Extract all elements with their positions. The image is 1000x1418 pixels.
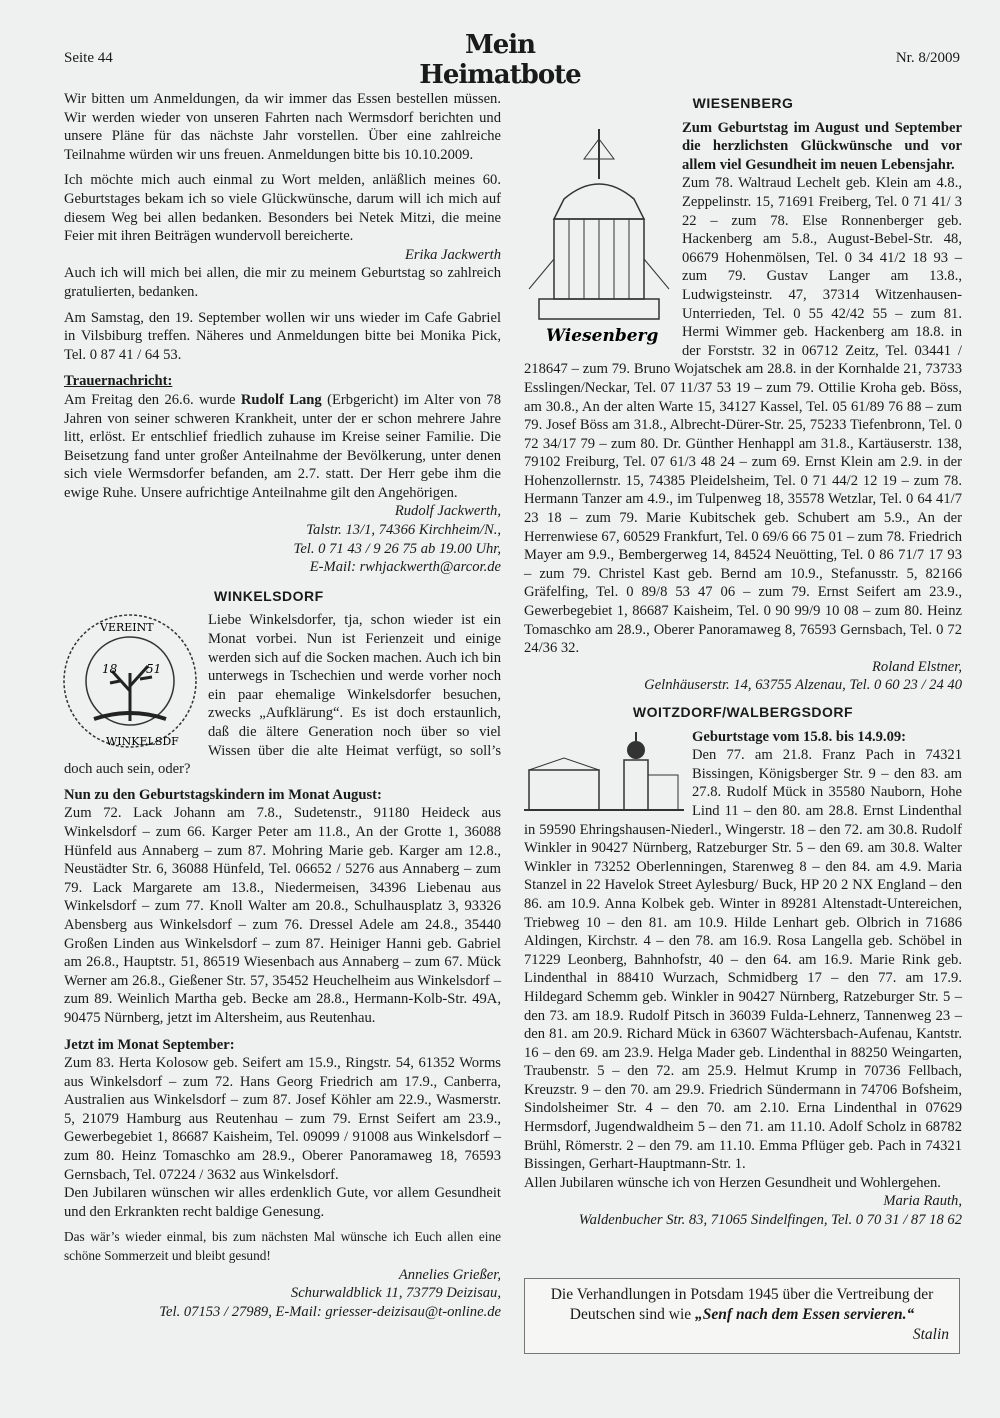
quote-text: Die Verhandlungen in Potsdam 1945 über die Vertreibung der Deutschen sind wie (550, 1286, 934, 1323)
paragraph-woitzdorf-wish: Allen Jubilaren wünsche ich von Herzen Gesundheit und Wohlergehen. (524, 1174, 941, 1191)
heading-september: Jetzt im Monat September: (64, 1036, 235, 1053)
right-column (524, 90, 962, 1230)
section-title-wiesenberg: WIESENBERG (692, 95, 794, 111)
woitzdorf-church-image (524, 730, 684, 815)
obituary-text-b: (Erbgericht) im Alter von 78 Jahren von seiner schweren Krankheit, unter der er schon mehrere Jahre litt, erlöst. Er entschlief friedlich zuhause im Kreise seiner Familie. Die Beisetzung fand unter großer Anteilnahme der Bevölkerung, unter denen sich viele Wermsdorfer befanden, am 2.7. statt. Der Herr gebe ihm die ewige Ruhe. Unsere aufrichtige Anteilnahme gilt den Angehörigen. (64, 391, 502, 501)
paragraph-meeting: Am Samstag, den 19. September wollen wir uns wieder im Cafe Gabriel in Vilsbiburg treffen. Näheres und Anmeldungen bitte bei Monika Pick, Tel. 0 87 41 / 64 53. (64, 309, 501, 363)
signature-annelies-contact: Tel. 07153 / 27989, E-Mail: griesser-deizisau@t-online.de (159, 1303, 501, 1320)
signature-maria-address: Waldenbucher Str. 83, 71065 Sindelfingen, Tel. 0 70 31 / 87 18 62 (578, 1212, 962, 1229)
paragraph-registration: Wir bitten um Anmeldungen, da wir immer das Essen bestellen müssen. Wir werden wieder von unseren Fahrten nach Wermsdorf berichten und unsere Pläne für das nächste Jahr vorstellen. Über eine zahlreiche Teilnahme würden wir uns freuen. Anmeldungen bitte bis 10.10.2009. (64, 91, 501, 163)
issue-number: Nr. 8/2009 (895, 50, 960, 66)
wiesenberg-fountain-image (524, 119, 674, 349)
paragraph-wiesenberg-birthdays: Zum 78. Waltraud Lechelt geb. Klein am 4.8., Zeppelinstr. 15, 71691 Freiberg, Tel. 0 71 41/ 3 22 – zum 78. Else Ronnenberger geb. Hackenberg am 5.8., August-Bebel-Str. 48, 06679 Hohenmölsen, Tel. 0 34 41/2 18 93 – zum 79. Gustav Langer am 13.8., Ludwigsteinstr. 47, 37314 Witzenhausen-Unterrieden, Tel. 0 55 42/42 55 – zum 81. Hermi Wimmer geb. Hackenberg am 18.8. in der Forststr. 32 in 06712 Zeitz, Tel. 03441 / 218647 – zum 79. Bruno Wojatschek am 28.8. in der Kornhalde 21, 73733 Esslingen/Neckar, Tel. 07 11/37 53 19 – zum 79. Ottilie Kroha geb. Böss, am 30.8., An der alten Warte 15, 34127 Kassel, Tel. 05 61/89 76 88 – zum 79. Josef Böss am 31.8., Albrecht-Dürer-Str. 25, 75233 Tiefenbronn, Tel. 0 72 34/17 79 – zum 80. Dr. Günther Henhappl am 31.8., Kartäuserstr. 138, 79102 Freiburg, Tel. 07 61/3 48 24 – zum 69. Ernst Klein am 2.9. in der Hohenzollernstr. 15, 74385 Pleidelsheim, Tel. 0 71 44/2 12 19 – zum 78. Hermann Tanzer am 4.9., im Tulpenweg 18, 35578 Wetzlar, Tel. 0 64 41/7 23 18 – zum 79. Marie Kubitschek geb. Schubert am 5.9., An der Herrenwiese 67, 60529 Frankfurt, Tel. 0 69/6 66 75 01 – zum 78. Friedrich Mayer am 9.9., Bembergerweg 14, 84524 Neuötting, Tel. 0 86 71/7 17 93 – zum 79. Christel Kast geb. Bernd am 10.9., Stefanusstr. 5, 82166 Gräfelfing, Tel. 0 89/8 53 47 06 – zum 79. Ernst Seifert am 23.9., Gewerbegebiet 1, 86687 Kaisheim, Tel. 0 90 99/9 10 08 – zum 80. Heinz Tomaschko am 28.9., Oberer Panoramaweg 8, 76593 Gernsbach, Tel. 0 72 24/36 32. (524, 175, 962, 657)
heading-august: Nun zu den Geburtstagskindern im Monat August: (64, 786, 382, 803)
svg-text:51: 51 (146, 662, 162, 677)
masthead-logo: Mein Heimatbote (419, 30, 581, 90)
page-number: Seite 44 (64, 50, 113, 66)
signature-rudolf-phone: Tel. 0 71 43 / 9 26 75 ab 19.00 Uhr, (293, 540, 501, 557)
section-title-woitzdorf: WOITZDORF/WALBERGSDORF (632, 704, 854, 720)
left-column (64, 90, 501, 1321)
paragraph-jubilare-wish: Den Jubilaren wünschen wir alles erdenklich Gute, vor allem Gesundheit und den Erkrankten recht baldige Genesung. (64, 1185, 501, 1220)
svg-text:18: 18 (102, 662, 118, 677)
signature-roland-name: Roland Elstner, (872, 658, 962, 675)
heading-woitzdorf-birthdays: Geburtstage vom 15.8. bis 14.9.09: (692, 728, 907, 745)
paragraph-winkelsdorf-intro: Liebe Winkelsdorfer, tja, schon wieder ist ein Monat vorbei. Nun ist Ferienzeit und einige werden sich auf die Socken machen. Auch ich bin unterwegs in Tschechien und werde vorher noch ein paar ehemalige Winkelsdorfer besuchen, zwecks „Aufklärung“. Es ist doch erstaunlich, daß die ältere Generation noch über so viel Wissen über die alte Heimat verfügt, so soll’s doch auch sein, oder? (64, 612, 501, 778)
paragraph-closing: Das wär’s wieder einmal, bis zum nächsten Mal wünsche ich Euch allen eine schöne Sommerzeit und bleibt gesund! (64, 1229, 501, 1264)
obituary-name: Rudolf Lang (240, 391, 322, 408)
paragraph-wiesenberg-intro: Zum Geburtstag im August und September die herzlichsten Glückwünsche und vor allem viel Gesundheit im neuen Lebensjahr. (682, 119, 962, 173)
section-title-winkelsdorf: WINKELSDORF (214, 587, 324, 604)
winkelsdorf-seal-image (60, 611, 200, 751)
quote-author: Stalin (912, 1326, 949, 1343)
signature-annelies-name: Annelies Grießer, (398, 1266, 501, 1283)
paragraph-thanks-2: Auch ich will mich bei allen, die mir zu meinem Geburtstag so zahlreich gratulierten, bedanken. (64, 265, 501, 300)
svg-text:WINKELSDF: WINKELSDF (106, 735, 179, 749)
signature-rudolf-email: E-Mail: rwhjackwerth@arcor.de (309, 559, 501, 576)
heading-trauernachricht: Trauernachricht: (64, 373, 173, 390)
quote-emphasis: „Senf nach dem Essen servieren.“ (695, 1306, 915, 1323)
paragraph-birthday-thanks: Ich möchte mich auch einmal zu Wort melden, anläßlich meines 60. Geburtstages bekam ich so viele Glückwünsche, darum will ich mich auf diesem Weg bei allen bedanken. Besonders bei Netek Mitzi, die meine Feier mit ihren Beiträgen wundervoll bereicherte. (64, 172, 501, 245)
quote-box (524, 1278, 960, 1354)
signature-rudolf-address: Talstr. 13/1, 74366 Kirchheim/N., (306, 522, 501, 539)
paragraph-woitzdorf-birthdays: Den 77. am 21.8. Franz Pach in 74321 Bissingen, Königsberger Str. 9 – den 83. am 27.8. Rudolf Mück in 35580 Nauborn, Hohe Lind 11 – den 80. am 28.8. Ernst Lindenthal in 59590 Ehringshausen-Niederl., Wingerstr. 18 – den 72. am 30.8. Rudolf Winkler in 90427 Nürnberg, Ratzeburger Str. 5 – den 69. am 30.8. Walter Winkler in 73252 Oberlenningen, Starenweg 8 – den 84. am 4.9. Maria Stanzel in 22 Havelok Street Aylesburg/ Buck, HP 20 2 NX England – den 86. am 10.9. Anna Kolbek geb. Winter in 89281 Altenstadt-Untereichen, Triebweg 10 – den 81. am 10.9. Hilde Lenhart geb. Olbrich in 71686 Aldingen, Kirchstr. 4 – den 78. am 16.9. Rosa Langella geb. Schöbel in 71229 Leonberg, Bahnhofstr, 40 – den 64. am 16.9. Marie Rink geb. Lindenthal in 88410 Wurzach, Schmidberg 17 – den 77. am 17.9. Hildegard Schemm geb. Winkler in 90427 Nürnberg, Ratzeburger Str. 5 – den 73. am 18.9. Rudolf Pitsch in 36039 Fulda-Lehnerz, Tannenweg 23 – den 81. am 20.9. Richard Mück in 63607 Wächtersbach-Aufenau, Kantstr. 16 – den 69. am 23.9. Helga Mader geb. Lindenthal in 88250 Weingarten, Traubenstr. 5 – den 72. am 25.9. Helmut Krump in 70736 Fellbach, Kreuzstr. 9 – den 70. am 29.9. Friedrich Sündermann in 74706 Bofsheim, Sindolsheimer Str. 4 – den 70. am 2.10. Erna Lindenthal in 07629 Hermsdorf, Jugendwaldheim 5 – den 71. am 11.10. Adolf Scholz in 68782 Brühl, Römerstr. 2 – den 79. am 11.10. Emma Pflüger geb. Pach in 74321 Bissingen, Gerhart-Hauptmann-Str. 1. (524, 747, 962, 1173)
paragraph-august-birthdays: Zum 72. Lack Johann am 7.8., Sudetenstr., 91180 Heideck aus Winkelsdorf – zum 66. Karger Peter am 11.8., An der Grotte 1, 36088 Hünfeld aus Annaberg – zum 87. Mohring Marie geb. Karger am 12.8., Neustädter Str. 6, 36088 Hünfeld, Tel. 06652 / 5276 aus Annaberg – zum 79. Lack Margarete am 13.8., Niedermeisen, 34396 Liebenau aus Winkelsdorf – zum 77. Knoll Walter am 20.8., Schulhausplatz 3, 93326 Abensberg aus Winkelsdorf – zum 76. Dressel Adele am 24.8., 35440 Großen Linden aus Winkelsdorf – zum 87. Heiniger Hanni geb. Gabriel am 26.8., Hauptstr. 51, 86519 Wiesenbach aus Annaberg – zum 67. Mück Werner am 26.8., Gießener Str. 57, 35452 Heuchelheim aus Winkelsdorf – zum 89. Weinlich Martha geb. Becke am 28.8., Hermann-Kolb-Str. 49A, 90475 Nürnberg, jetzt im Altersheim, aus Reutenhau. (64, 805, 501, 1026)
signature-roland-address: Gelnhäuserstr. 14, 63755 Alzenau, Tel. 0 60 23 / 24 40 (644, 677, 962, 694)
signature-rudolf-name: Rudolf Jackwerth, (394, 503, 501, 520)
paragraph-september-birthdays: Zum 83. Herta Kolosow geb. Seifert am 15.9., Ringstr. 54, 61352 Worms aus Winkelsdorf – zum 72. Hans Georg Friedrich am 17.9., Canberra, Australien aus Winkelsdorf – zum 87. Josef Köhler am 22.9., Wasmerstr. 5, 21079 Hamburg aus Reutenhau – zum 79. Ernst Seifert am 23.9., Gewerbegebiet 1, 86687 Kaisheim, Tel. 09099 / 91008 aus Winkelsdorf – zum 80. Heinz Tomaschko am 28.9., Oberer Panoramaweg 18, 76593 Gernsbach, Tel. 07224 / 3632 aus Winkelsdorf. (64, 1055, 501, 1183)
signature-erika: Erika Jackwerth (404, 246, 501, 263)
obituary-text-a: Am Freitag den 26.6. wurde (64, 391, 241, 408)
paragraph-obituary (64, 391, 501, 503)
signature-maria-name: Maria Rauth, (883, 1193, 962, 1210)
signature-annelies-address: Schurwaldblick 11, 73779 Deizisau, (290, 1285, 501, 1302)
svg-text:VEREINT: VEREINT (100, 621, 154, 635)
fountain-caption: Wiesenberg (546, 325, 659, 346)
